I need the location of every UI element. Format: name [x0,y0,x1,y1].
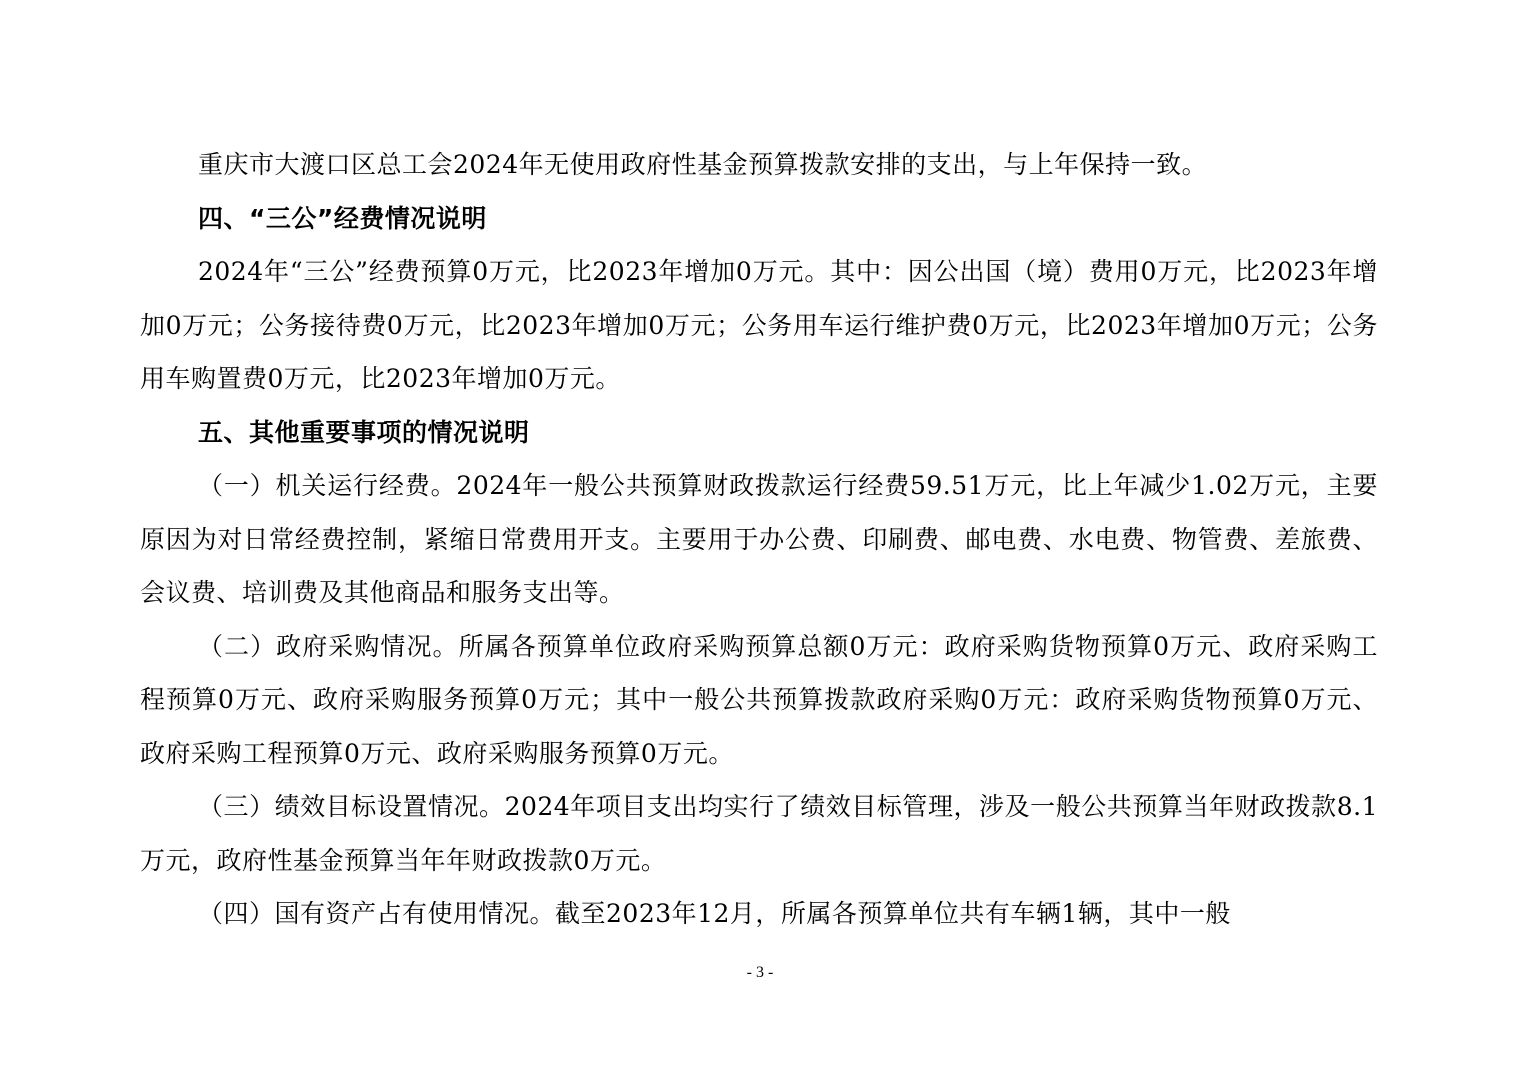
paragraph-performance-goals: （三）绩效目标设置情况。2024年项目支出均实行了绩效目标管理，涉及一般公共预算当年财政拨款8.1万元，政府性基金预算当年年财政拨款0万元。 [140,792,1378,875]
heading-three-public-expenses: 四、“三公”经费情况说明 [198,203,487,233]
paragraph-three-public-expenses: 2024年“三公”经费预算0万元，比2023年增加0万元。其中：因公出国（境）费用0万元，比2023年增加0万元；公务接待费0万元，比2023年增加0万元；公务用车运行维护费0万元，比2023年增加0万元；公务用车购置费0万元，比2023年增加0万元。 [140,257,1378,393]
document-body [140,138,1378,941]
page-number: - 3 - [746,964,774,981]
paragraph-government-procurement: （二）政府采购情况。所属各预算单位政府采购预算总额0万元：政府采购货物预算0万元、政府采购工程预算0万元、政府采购服务预算0万元；其中一般公共预算拨款政府采购0万元：政府采购货物预算0万元、政府采购工程预算0万元、政府采购服务预算0万元。 [140,631,1378,768]
paragraph-fund-budget: 重庆市大渡口区总工会2024年无使用政府性基金预算拨款安排的支出，与上年保持一致。 [198,150,1208,179]
heading-other-matters: 五、其他重要事项的情况说明 [198,417,530,447]
paragraph-state-assets: （四）国有资产占有使用情况。截至2023年12月，所属各预算单位共有车辆1辆，其中一般 [198,899,1231,928]
paragraph-operating-expenses: （一）机关运行经费。2024年一般公共预算财政拨款运行经费59.51万元，比上年减少1.02万元，主要原因为对日常经费控制，紧缩日常费用开支。主要用于办公费、印刷费、邮电费、水电费、物管费、差旅费、会议费、培训费及其他商品和服务支出等。 [140,471,1378,607]
